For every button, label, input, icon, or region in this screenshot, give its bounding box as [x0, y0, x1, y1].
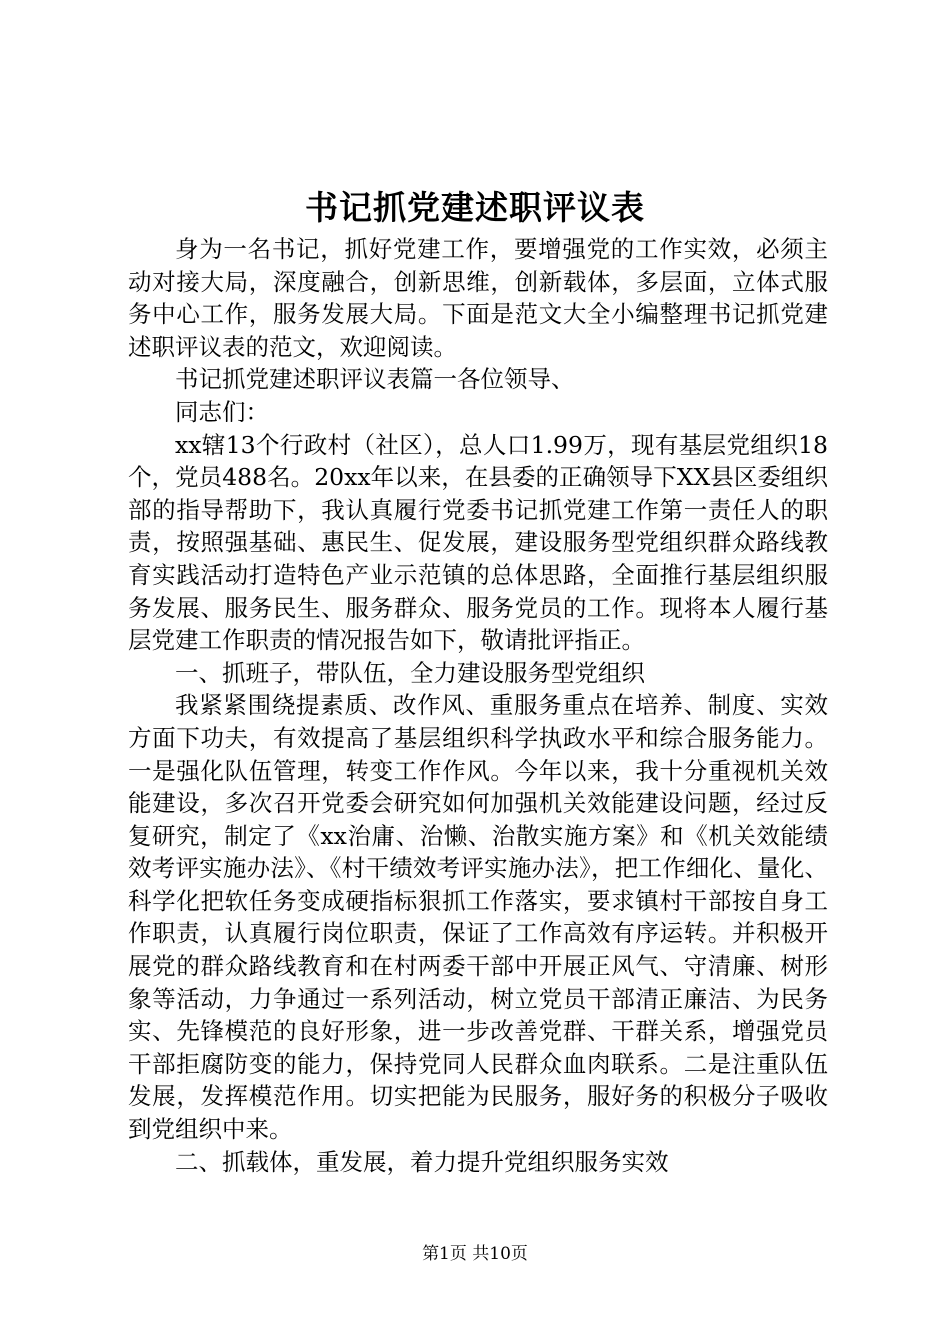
salutation-paragraph: 同志们： [175, 397, 269, 426]
document-body [128, 233, 828, 1178]
document-title: 书记抓党建述职评议表 [305, 188, 645, 227]
team-building-paragraph: 我紧紧围绕提素质、改作风、重服务重点在培养、制度、实效方面下功夫，有效提高了基层组织科学执政水平和综合服务能力。一是强化队伍管理，转变工作作风。今年以来，我十分重视机关效能建设，多次召开党委会研究如何加强机关效能建设问题，经过反复研究，制定了《xx治庸、治懒、治散实施方案》和《机关效能绩效考评实施办法》、《村干绩效考评实施办法》，把工作细化、量化、科学化把软任务变成硬指标狠抓工作落实，要求镇村干部按自身工作职责，认真履行岗位职责，保证了工作高效有序运转。并积极开展党的群众路线教育和在村两委干部中开展正风气、守清廉、树形象等活动，力争通过一系列活动，树立党员干部清正廉洁、为民务实、先锋模范的良好形象，进一步改善党群、干群关系，增强党员干部拒腐防变的能力，保持党同人民群众血肉联系。二是注重队伍发展，发挥模范作用。切实把能为民服务，服好务的积极分子吸收到党组织中来。 [128, 691, 828, 1144]
intro-paragraph: 身为一名书记，抓好党建工作，要增强党的工作实效，必须主动对接大局，深度融合，创新思维，创新载体，多层面，立体式服务中心工作，服务发展大局。下面是范文大全小编整理书记抓党建述职评议表的范文，欢迎阅读。 [128, 235, 828, 361]
section-heading-paragraph: 书记抓党建述职评议表篇一各位领导、 [175, 365, 575, 394]
overview-paragraph: xx辖13个行政村（社区），总人口1.99万，现有基层党组织18个，党员488名。20xx年以来，在县委的正确领导下XX县区委组织部的指导帮助下，我认真履行党委书记抓党建工作第一责任人的职责，按照强基础、惠民生、促发展，建设服务型党组织群众路线教育实践活动打造特色产业示范镇的总体思路，全面推行基层组织服务发展、服务民生、服务群众、服务党员的工作。现将本人履行基层党建工作职责的情况报告如下，敬请批评指正。 [128, 430, 828, 655]
page-number-footer: 第1页 共10页 [422, 1244, 528, 1264]
heading-two: 二、抓载体，重发展，着力提升党组织服务实效 [175, 1147, 669, 1176]
heading-one: 一、抓班子，带队伍，全力建设服务型党组织 [175, 658, 645, 687]
